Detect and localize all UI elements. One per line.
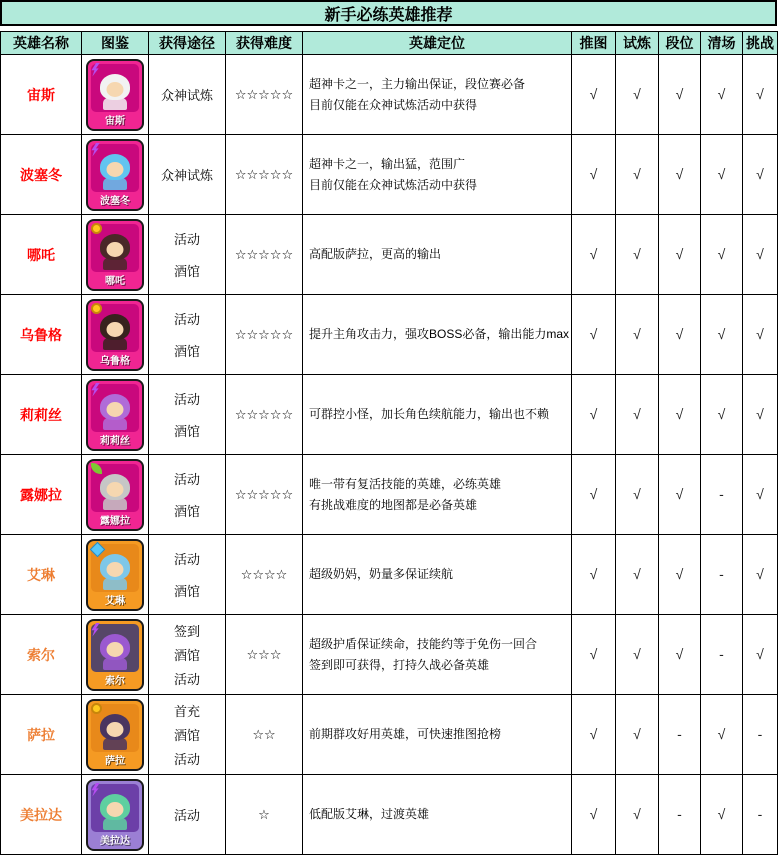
difficulty-stars: ☆☆ — [252, 726, 276, 742]
rating-cell-0 — [572, 615, 616, 695]
hero-character-face — [107, 242, 124, 257]
role-line-0: 高配版萨拉，更高的输出 — [309, 247, 442, 261]
obtain-cell — [149, 535, 226, 615]
obtain-line-0: 活动 — [173, 231, 200, 247]
hero-card — [86, 59, 144, 131]
rating-mark: √ — [717, 725, 726, 742]
difficulty-stars: ☆☆☆☆☆ — [234, 406, 294, 422]
difficulty-cell — [226, 775, 303, 855]
hero-name-cell — [1, 535, 82, 615]
rating-mark: √ — [675, 325, 684, 342]
rating-cell-2 — [659, 615, 701, 695]
hero-card-label: 索尔 — [105, 675, 125, 687]
rating-mark: √ — [633, 85, 641, 102]
hero-card-label: 莉莉丝 — [100, 435, 130, 447]
hero-recommendation-table — [0, 31, 778, 855]
rating-mark: √ — [675, 405, 684, 422]
hero-card-label: 艾琳 — [105, 595, 125, 607]
rating-cell-0 — [572, 215, 616, 295]
column-header-1: 图鉴 — [82, 32, 149, 55]
rating-cell-3 — [701, 775, 743, 855]
obtain-line-0: 众神试炼 — [160, 168, 213, 183]
hero-card — [86, 219, 144, 291]
obtain-cell — [149, 215, 226, 295]
hero-row-0 — [1, 55, 778, 135]
hero-name-text: 哪吒 — [27, 246, 55, 263]
rating-mark: √ — [717, 165, 726, 182]
rating-cell-3 — [701, 455, 743, 535]
rating-mark: √ — [756, 565, 764, 582]
rating-cell-1 — [616, 295, 659, 375]
rating-cell-0 — [572, 375, 616, 455]
hero-card — [86, 699, 144, 771]
rating-mark: √ — [756, 325, 764, 342]
hero-card — [86, 139, 144, 211]
rating-mark: √ — [675, 645, 684, 662]
hero-row-3 — [1, 295, 778, 375]
rating-cell-2 — [659, 535, 701, 615]
hero-row-2 — [1, 215, 778, 295]
card-cell — [82, 375, 149, 455]
rating-cell-4 — [743, 775, 778, 855]
rating-mark: - — [719, 485, 724, 502]
rating-mark: √ — [675, 485, 684, 502]
rating-mark: √ — [675, 565, 684, 582]
hero-card-art — [91, 784, 139, 832]
rating-mark: √ — [717, 85, 726, 102]
hero-character-face — [107, 162, 124, 177]
rating-mark: √ — [589, 165, 598, 182]
rating-cell-3 — [701, 215, 743, 295]
column-header-7: 段位 — [659, 32, 701, 55]
difficulty-stars: ☆☆☆☆ — [240, 566, 288, 582]
role-line-0: 超级奶妈，奶量多保证续航 — [309, 567, 454, 581]
role-line-0: 可群控小怪，加长角色续航能力，输出也不赖 — [309, 407, 550, 421]
obtain-line-0: 活动 — [173, 391, 200, 407]
rating-cell-2 — [659, 135, 701, 215]
table-title: 新手必练英雄推荐 — [0, 0, 777, 26]
hero-card — [86, 379, 144, 451]
difficulty-stars: ☆☆☆☆☆ — [234, 246, 294, 262]
rating-mark: √ — [633, 325, 641, 342]
difficulty-cell — [226, 135, 303, 215]
rating-cell-1 — [616, 375, 659, 455]
difficulty-cell — [226, 375, 303, 455]
obtain-cell — [149, 135, 226, 215]
rating-mark: - — [757, 805, 763, 822]
obtain-lines — [149, 376, 225, 454]
obtain-line-0: 活动 — [173, 471, 200, 487]
obtain-line-0: 活动 — [173, 311, 200, 327]
obtain-line-0: 活动 — [173, 808, 200, 823]
hero-name-cell — [1, 295, 82, 375]
rating-mark: √ — [589, 565, 598, 582]
rating-mark: √ — [589, 485, 598, 502]
hero-name-cell — [1, 55, 82, 135]
rating-mark: - — [677, 725, 682, 742]
role-line-0: 低配版艾琳，过渡英雄 — [309, 807, 430, 821]
hero-name-text: 莉莉丝 — [20, 406, 62, 423]
card-cell — [82, 215, 149, 295]
rating-mark: √ — [717, 805, 726, 822]
hero-character-face — [107, 82, 124, 97]
hero-character-face — [107, 322, 124, 337]
rating-mark: √ — [589, 805, 598, 822]
hero-card-label: 哪吒 — [105, 275, 125, 287]
obtain-cell — [149, 615, 226, 695]
rating-cell-3 — [701, 615, 743, 695]
coin-icon — [91, 223, 102, 234]
hero-name-text: 美拉达 — [20, 806, 62, 823]
card-cell — [82, 135, 149, 215]
role-line-0: 提升主角攻击力，强攻BOSS必备，输出能力max — [309, 327, 570, 341]
rating-cell-4 — [743, 455, 778, 535]
hero-character-body — [103, 498, 127, 510]
obtain-line-0: 活动 — [173, 551, 200, 567]
role-lines — [303, 696, 571, 774]
hero-card-art — [91, 144, 139, 192]
role-cell — [303, 455, 572, 535]
difficulty-stars: ☆☆☆☆☆ — [234, 326, 294, 342]
rating-mark: √ — [633, 565, 641, 582]
rating-cell-4 — [743, 215, 778, 295]
rating-cell-2 — [659, 295, 701, 375]
rating-cell-3 — [701, 535, 743, 615]
rating-mark: - — [757, 725, 763, 742]
rating-cell-2 — [659, 375, 701, 455]
role-line-1: 目前仅能在众神试炼活动中获得 — [309, 177, 478, 192]
obtain-line-1: 酒馆 — [173, 344, 200, 360]
hero-name-text: 宙斯 — [27, 86, 55, 103]
hero-card — [86, 619, 144, 691]
card-cell — [82, 55, 149, 135]
card-cell — [82, 535, 149, 615]
rating-mark: √ — [756, 85, 764, 102]
hero-name-text: 波塞冬 — [20, 166, 62, 183]
role-line-0: 超神卡之一，主力输出保证，段位赛必备 — [309, 76, 526, 91]
header-row — [1, 32, 778, 55]
role-cell — [303, 535, 572, 615]
difficulty-cell — [226, 215, 303, 295]
hero-character-face — [107, 802, 124, 817]
rating-cell-2 — [659, 455, 701, 535]
role-lines — [303, 616, 571, 694]
rating-mark: √ — [589, 245, 598, 262]
rating-cell-4 — [743, 375, 778, 455]
hero-card-art — [91, 624, 139, 672]
rating-cell-3 — [701, 695, 743, 775]
coin-icon — [91, 703, 102, 714]
hero-character-face — [107, 482, 124, 497]
rating-cell-1 — [616, 55, 659, 135]
obtain-line-1: 酒馆 — [173, 648, 200, 663]
rating-cell-0 — [572, 535, 616, 615]
hero-card-label: 萨拉 — [105, 755, 125, 767]
role-line-1: 有挑战难度的地图都是必备英雄 — [309, 497, 478, 512]
rating-mark: √ — [675, 85, 684, 102]
rating-cell-3 — [701, 375, 743, 455]
rating-mark: - — [719, 645, 724, 662]
role-line-1: 目前仅能在众神试炼活动中获得 — [309, 97, 478, 112]
role-cell — [303, 615, 572, 695]
obtain-cell — [149, 455, 226, 535]
card-cell — [82, 455, 149, 535]
difficulty-stars: ☆ — [258, 806, 270, 822]
hero-name-cell — [1, 135, 82, 215]
rating-mark: √ — [756, 245, 764, 262]
column-header-9: 挑战 — [743, 32, 778, 55]
hero-name-text: 艾琳 — [27, 566, 55, 583]
hero-card — [86, 459, 144, 531]
obtain-line-0: 首充 — [173, 703, 200, 719]
rating-mark: - — [719, 565, 724, 582]
difficulty-cell — [226, 455, 303, 535]
column-header-0: 英雄名称 — [1, 32, 82, 55]
obtain-lines — [149, 696, 225, 774]
rating-mark: √ — [589, 725, 598, 742]
obtain-line-0: 签到 — [173, 623, 200, 639]
obtain-line-2: 活动 — [173, 672, 200, 688]
rating-cell-4 — [743, 535, 778, 615]
role-lines — [303, 376, 571, 454]
column-header-6: 试炼 — [616, 32, 659, 55]
hero-card-label: 乌鲁格 — [100, 355, 130, 367]
obtain-line-1: 酒馆 — [173, 424, 200, 440]
rating-mark: √ — [717, 245, 726, 262]
difficulty-cell — [226, 695, 303, 775]
obtain-lines — [149, 616, 225, 694]
hero-name-cell — [1, 455, 82, 535]
rating-cell-1 — [616, 135, 659, 215]
rating-mark: √ — [633, 245, 641, 262]
hero-card-label: 美拉达 — [100, 835, 130, 847]
obtain-line-1: 酒馆 — [173, 264, 200, 280]
rating-mark: √ — [633, 645, 641, 662]
hero-row-1 — [1, 135, 778, 215]
hero-character-face — [107, 642, 124, 657]
column-header-3: 获得难度 — [226, 32, 303, 55]
rating-mark: √ — [589, 405, 598, 422]
role-cell — [303, 375, 572, 455]
rating-mark: √ — [717, 325, 726, 342]
rating-cell-4 — [743, 615, 778, 695]
role-cell — [303, 215, 572, 295]
role-lines — [303, 216, 571, 294]
obtain-lines — [149, 56, 225, 134]
column-header-8: 清场 — [701, 32, 743, 55]
rating-mark: √ — [717, 405, 726, 422]
obtain-line-0: 众神试炼 — [160, 88, 213, 103]
role-lines — [303, 296, 571, 374]
rating-cell-0 — [572, 295, 616, 375]
hero-character-body — [103, 418, 127, 430]
hero-card-art — [91, 64, 139, 112]
obtain-lines — [149, 776, 225, 854]
hero-row-7 — [1, 615, 778, 695]
obtain-line-1: 酒馆 — [173, 584, 200, 600]
rating-mark: √ — [756, 165, 764, 182]
hero-row-8 — [1, 695, 778, 775]
rating-cell-4 — [743, 295, 778, 375]
obtain-lines — [149, 296, 225, 374]
rating-cell-0 — [572, 455, 616, 535]
hero-name-cell — [1, 695, 82, 775]
coin-icon — [91, 303, 102, 314]
card-cell — [82, 695, 149, 775]
obtain-cell — [149, 295, 226, 375]
hero-character-body — [103, 658, 127, 670]
rating-mark: √ — [589, 85, 598, 102]
rating-cell-2 — [659, 695, 701, 775]
rating-cell-1 — [616, 535, 659, 615]
role-line-0: 超神卡之一，输出猛，范围广 — [309, 156, 466, 171]
difficulty-stars: ☆☆☆☆☆ — [234, 486, 294, 502]
rating-cell-2 — [659, 215, 701, 295]
hero-character-body — [103, 178, 127, 190]
difficulty-stars: ☆☆☆☆☆ — [234, 86, 294, 102]
hero-character-body — [103, 818, 127, 830]
rating-mark: √ — [633, 805, 641, 822]
card-cell — [82, 775, 149, 855]
role-lines — [303, 456, 571, 534]
hero-name-cell — [1, 375, 82, 455]
rating-cell-3 — [701, 55, 743, 135]
hero-row-6 — [1, 535, 778, 615]
rating-cell-3 — [701, 135, 743, 215]
difficulty-cell — [226, 295, 303, 375]
rating-mark: √ — [756, 645, 764, 662]
card-cell — [82, 615, 149, 695]
role-cell — [303, 135, 572, 215]
hero-card-label: 露娜拉 — [100, 515, 130, 527]
rating-cell-1 — [616, 215, 659, 295]
hero-name-text: 乌鲁格 — [20, 326, 62, 343]
obtain-cell — [149, 775, 226, 855]
rating-cell-4 — [743, 695, 778, 775]
rating-mark: √ — [756, 405, 764, 422]
hero-card-label: 宙斯 — [105, 115, 125, 127]
role-line-1: 签到即可获得，打持久战必备英雄 — [309, 657, 490, 672]
rating-cell-0 — [572, 55, 616, 135]
hero-character-body — [103, 578, 127, 590]
hero-row-5 — [1, 455, 778, 535]
hero-card-label: 波塞冬 — [100, 195, 130, 207]
difficulty-cell — [226, 615, 303, 695]
role-cell — [303, 775, 572, 855]
hero-character-body — [103, 338, 127, 350]
rating-mark: √ — [756, 485, 764, 502]
difficulty-cell — [226, 55, 303, 135]
hero-character-face — [107, 402, 124, 417]
hero-character-body — [103, 98, 127, 110]
obtain-cell — [149, 375, 226, 455]
difficulty-stars: ☆☆☆ — [246, 646, 282, 662]
rating-mark: - — [677, 805, 682, 822]
obtain-cell — [149, 55, 226, 135]
column-header-4: 英雄定位 — [303, 32, 572, 55]
role-line-0: 超级护盾保证续命，技能约等于免伤一回合 — [309, 636, 538, 651]
obtain-lines — [149, 136, 225, 214]
rating-cell-1 — [616, 775, 659, 855]
hero-row-4 — [1, 375, 778, 455]
obtain-line-2: 活动 — [173, 752, 200, 768]
obtain-line-1: 酒馆 — [173, 504, 200, 520]
hero-name-cell — [1, 775, 82, 855]
hero-card-art — [91, 384, 139, 432]
rating-mark: √ — [633, 725, 641, 742]
role-lines — [303, 56, 571, 134]
role-lines — [303, 136, 571, 214]
hero-character-body — [103, 738, 127, 750]
hero-name-text: 萨拉 — [27, 726, 55, 743]
hero-name-text: 露娜拉 — [20, 486, 62, 503]
rating-mark: √ — [675, 165, 684, 182]
rating-mark: √ — [589, 325, 598, 342]
hero-card — [86, 779, 144, 851]
rating-mark: √ — [675, 245, 684, 262]
role-lines — [303, 776, 571, 854]
rating-cell-3 — [701, 295, 743, 375]
hero-row-9 — [1, 775, 778, 855]
rating-cell-1 — [616, 455, 659, 535]
rating-mark: √ — [633, 485, 641, 502]
obtain-lines — [149, 216, 225, 294]
rating-cell-0 — [572, 775, 616, 855]
obtain-line-1: 酒馆 — [173, 728, 200, 743]
card-cell — [82, 295, 149, 375]
role-line-0: 唯一带有复活技能的英雄，必练英雄 — [309, 476, 502, 491]
column-header-5: 推图 — [572, 32, 616, 55]
hero-card — [86, 539, 144, 611]
rating-mark: √ — [633, 165, 641, 182]
role-line-0: 前期群攻好用英雄，可快速推图抢榜 — [309, 727, 502, 741]
rating-cell-4 — [743, 135, 778, 215]
rating-cell-1 — [616, 695, 659, 775]
difficulty-stars: ☆☆☆☆☆ — [234, 166, 294, 182]
difficulty-cell — [226, 535, 303, 615]
rating-cell-0 — [572, 135, 616, 215]
obtain-cell — [149, 695, 226, 775]
column-header-2: 获得途径 — [149, 32, 226, 55]
rating-cell-4 — [743, 55, 778, 135]
rating-mark: √ — [633, 405, 641, 422]
hero-character-body — [103, 258, 127, 270]
role-cell — [303, 695, 572, 775]
role-cell — [303, 55, 572, 135]
rating-cell-2 — [659, 55, 701, 135]
obtain-lines — [149, 536, 225, 614]
hero-character-face — [107, 722, 124, 737]
hero-name-text: 索尔 — [27, 646, 55, 663]
rating-cell-0 — [572, 695, 616, 775]
rating-cell-1 — [616, 615, 659, 695]
hero-card — [86, 299, 144, 371]
rating-cell-2 — [659, 775, 701, 855]
rating-mark: √ — [589, 645, 598, 662]
hero-name-cell — [1, 215, 82, 295]
role-cell — [303, 295, 572, 375]
hero-character-face — [107, 562, 124, 577]
obtain-lines — [149, 456, 225, 534]
hero-name-cell — [1, 615, 82, 695]
role-lines — [303, 536, 571, 614]
